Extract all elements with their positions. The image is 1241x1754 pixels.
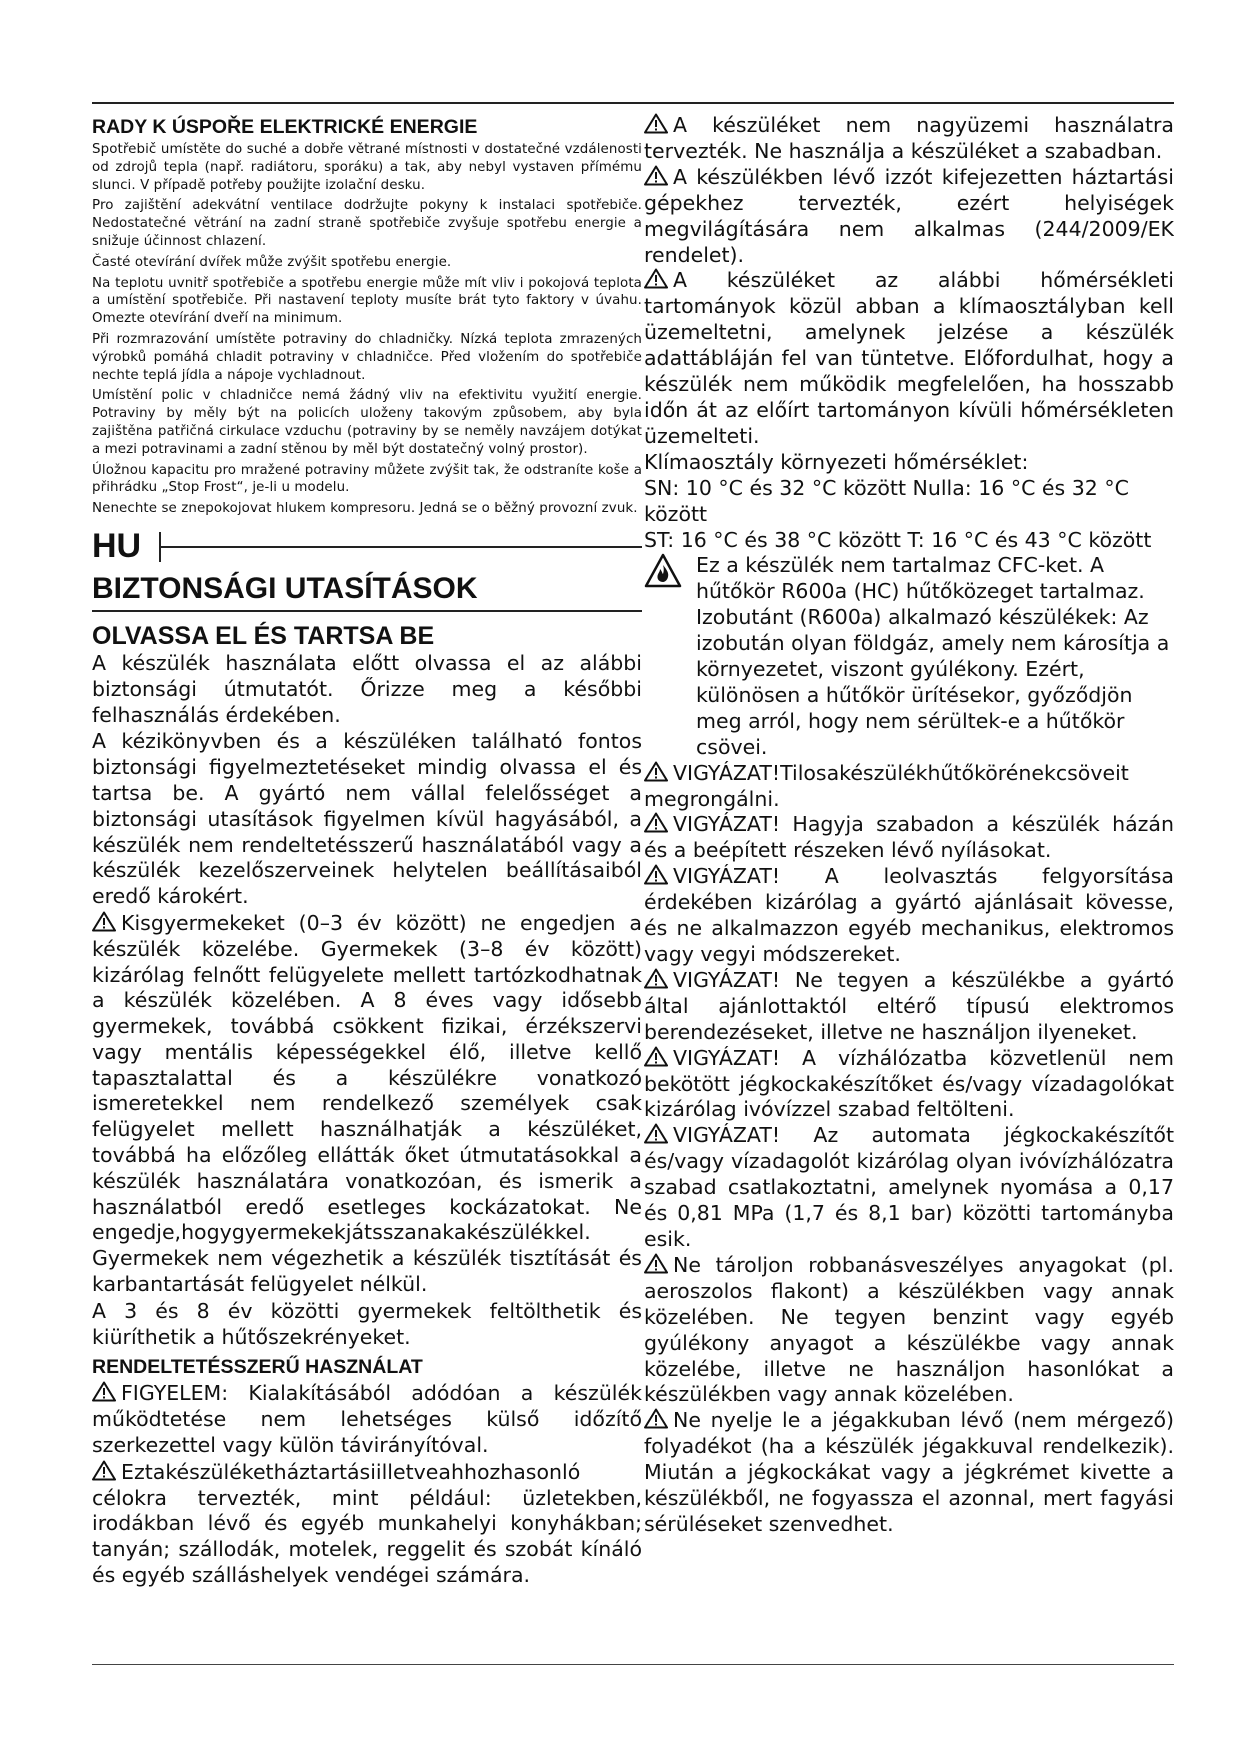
czech-section [92,116,642,518]
hu-paragraph: A kézikönyvben és a készüléken található fontos biztonsági figyelmeztetéseket mindig olvassa el és tartsa be. A gyártó nem vállal felelősséget a biztonsági utasítások figyelmen kívül hagyásából, a készülék nem rendeltetésszerű használatából vagy a készülék kezelőszerveinek helytelen beállításaiból eredő károkért. [92,729,642,909]
hu-warning-paragraph: A készüléket az alábbi hőmérsékleti tartományok közül abban a klímaosztályban kell üzemeltetni, amelynek jelzése a készülék adattábláján fel van tüntetve. Előfordulhat, hogy a készülék nem működik megfelelően, ha hosszabb időn át az előírt tartományon kívüli hőmérsékleten üzemelteti. [644,268,1174,448]
warning-icon [644,268,668,289]
warning-icon [644,968,668,989]
hu-warning-paragraph: Ne nyelje le a jégakkuban lévő (nem mérgező) folyadékot (ha a készülék jégakkuval rendelkezik). Miután a jégkockákat vagy a jégkrémet kivette a készülékből, ne fogyassza el azonnal, mert fagyási sérüléseket szenvedhet. [644,1408,1174,1536]
climate-class-st: ST: 16 °C és 38 °C között T: 16 °C és 43 °C között [644,527,1152,552]
left-column [92,116,642,1590]
hu-warning-paragraph: VIGYÁZAT! Hagyja szabadon a készülék házán és a beépített részeken lévő nyílásokat. [644,812,1174,863]
cz-paragraph: Umístění polic v chladničce nemá žádný vliv na efektivitu využití energie. Potraviny by měly být na policích uloženy takovým způsobem, aby byla zajištěna patřičná cirkulace vzduchu (potraviny by se neměly navzájem dotýkat a mezi potravinami a zadní stěnou by měl být dostatečný volný prostor). [92,388,642,457]
language-tag [92,528,642,566]
hu-warning-paragraph: VIGYÁZAT! A leolvasztás felgyorsítása érdekében kizárólag a gyártó ajánlásait kövesse, és ne alkalmazzon egyéb mechanikus, elektromos vagy vegyi módszereket. [644,864,1174,966]
warning-icon [92,911,116,932]
flammable-paragraph: Ez a készülék nem tartalmaz CFC-ket. A hűtőkör R600a (HC) hűtőközeget tartalmaz. Izobutánt (R600a) alkalmazó készülékek: Az izobután olyan földgáz, amely nem károsítja a környezetet, viszont gyúlékony. Ezért, különösen a hűtőkör ürítésekor, győződjön meg arról, hogy nem sérültek-e a hűtőkör csövei. [696,553,1170,759]
warning-icon [644,113,668,134]
top-rule [92,102,1174,104]
cz-paragraph: Při rozmrazování umístěte potraviny do chladničky. Nízká teplota zmrazených výrobků pomáhá chladit potraviny v chladničce. Před vložením do spotřebiče nechte teplá jídla a nápoje vychladnout. [92,331,642,383]
warning-icon [644,1253,668,1274]
safety-title: BIZTONSÁGI UTASÍTÁSOK [92,572,642,612]
cz-paragraph: Spotřebič umístěte do suché a dobře větrané místnosti v dostatečné vzdálenosti od zdrojů tepla (např. radiátoru, sporáku) a tak, aby nebyl vystaven přímému slunci. V případě potřeby použijte izolační desku. [92,142,642,193]
warning-icon [644,812,668,833]
cz-paragraph: Nenechte se znepokojovat hlukem kompresoru. Jedná se o běžný provozní zvuk. [92,501,638,517]
flammable-warning-icon [644,553,682,589]
hu-paragraph: A 3 és 8 év közötti gyermekek feltölthetik és kiüríthetik a hűtőszekrényeket. [92,1298,642,1349]
warning-icon [644,1046,668,1067]
cz-paragraph: Pro zajištění adekvátní ventilace dodržujte pokyny k instalaci spotřebiče. Nedostatečné větrání na zadní straně spotřebiče zvyšuje spotřebu energie a snižuje účinnost chlazení. [92,198,642,249]
hu-warning-paragraph: Ne tároljon robbanásveszélyes anyagokat (pl. aeroszolos flakont) a készülékben vagy annak közelében. Ne tegyen benzint vagy egyéb gyúlékony anyagot a készülékbe vagy annak közelébe, illetve ne használjon hasonlókat a készülékben vagy annak közelében. [644,1252,1174,1407]
usage-heading: RENDELTETÉSSZERŰ HASZNÁLAT [92,1356,423,1379]
warning-icon [644,165,668,186]
warning-icon [644,761,668,782]
hu-warning-paragraph: VIGYÁZAT!Tilosakészülékhűtőkörénekcsöveit megrongálni. [644,760,1129,811]
cz-paragraph: Časté otevírání dvířek může zvýšit spotřebu energie. [92,254,452,270]
warning-icon [644,1123,668,1144]
hu-warning-paragraph: Kisgyermekeket (0–3 év között) ne engedjen a készülék közelébe. Gyermekek (3–8 év között) kizárólag felnőtt felügyelete mellett tartózkodhatnak a készülék közelében. A 8 éves vagy idősebb gyermekek, továbbá csökkent fizikai, érzékszervi vagy mentális képességekkel élő, illetve kellő tapasztalattal és a készülékre vonatkozó ismeretekkel nem rendelkező személyek csak felügyelet mellett használhatják a készüléket, továbbá ha előzőleg ellátták őket útmutatásokkal a készülék használatára vonatkozóan, és ismerik a használatból eredő esetleges kockázatokat. Ne engedje,hogygyermekekjátsszanakakészülékkel. Gyermekek nem végezhetik a készülék tisztítását és karbantartását felügyelet nélkül. [92,910,642,1297]
warning-icon [92,1460,116,1481]
hu-warning-paragraph: VIGYÁZAT! A vízhálózatba közvetlenül nem bekötött jégkockakészítőket és/vagy vízadagolókat kizárólag ivóvízzel szabad feltölteni. [644,1045,1174,1122]
climate-class-sn: SN: 10 °C és 32 °C között Nulla: 16 °C és 32 °C között [644,475,1129,526]
climate-class-label: Klímaosztály környezeti hőmérséklet: [644,449,1029,474]
cz-paragraph: Na teplotu uvnitř spotřebiče a spotřebu energie může mít vliv i pokojová teplota a umístění spotřebiče. Při nastavení teploty musíte brát tyto faktory v úvahu. Omezte otevírání dveří na minimum. [92,275,642,327]
bottom-rule [92,1664,1174,1665]
right-column [644,113,1174,1538]
hu-warning-paragraph: A készüléket nem nagyüzemi használatra tervezték. Ne használja a készüléket a szabadban. [644,113,1174,163]
hu-warning-paragraph: VIGYÁZAT! Ne tegyen a készülékbe a gyártó által ajánlottaktól eltérő típusú elektromos berendezéseket, illetve ne használjon ilyeneket. [644,967,1174,1044]
hu-warning-paragraph: A készülékben lévő izzót kifejezetten háztartási gépekhez tervezték, ezért helyiségek megvilágítására nem alkalmas (244/2009/EK rendelet). [644,164,1174,267]
warning-icon [92,1381,116,1402]
hu-paragraph: A készülék használata előtt olvassa el az alábbi biztonsági útmutatót. Őrizze meg a későbbi felhasználás érdekében. [92,650,642,727]
hu-warning-paragraph: VIGYÁZAT! Az automata jégkockakészítőt és/vagy vízadagolót kizárólag olyan ivóvízhálózatra szabad csatlakoztatni, amelynek nyomása a 0,17 és 0,81 MPa (1,7 és 8,1 bar) közötti tartományba esik. [644,1123,1174,1251]
hu-warning-paragraph: Eztakészüléketháztartásiilletveahhozhasonló célokra tervezték, mint például: üzletekben, irodákban lévő és egyéb munkahelyi konyhákban; tanyán; szállodák, motelek, reggelit és szobát kínáló és egyéb szálláshelyek vendégei számára. [92,1459,642,1588]
czech-heading: RADY K ÚSPOŘE ELEKTRICKÉ ENERGIE [92,116,478,138]
cz-paragraph: Úložnou kapacitu pro mražené potraviny můžete zvýšit tak, že odstraníte koše a přihrádku „Stop Frost“, je-li u modelu. [92,462,642,496]
flammable-refrigerant-block [644,553,1174,760]
hu-warning-paragraph: FIGYELEM: Kialakításából adódóan a készülék működtetése nem lehetséges külső időzítő szerkezettel vagy külön távirányítóval. [92,1381,642,1458]
language-code: HU [92,527,142,566]
hu-left-body [92,651,642,1589]
tag-line [161,546,642,548]
warning-icon [644,1408,668,1429]
read-keep-subtitle: OLVASSA EL ÉS TARTSA BE [92,621,435,650]
warning-icon [644,864,668,885]
